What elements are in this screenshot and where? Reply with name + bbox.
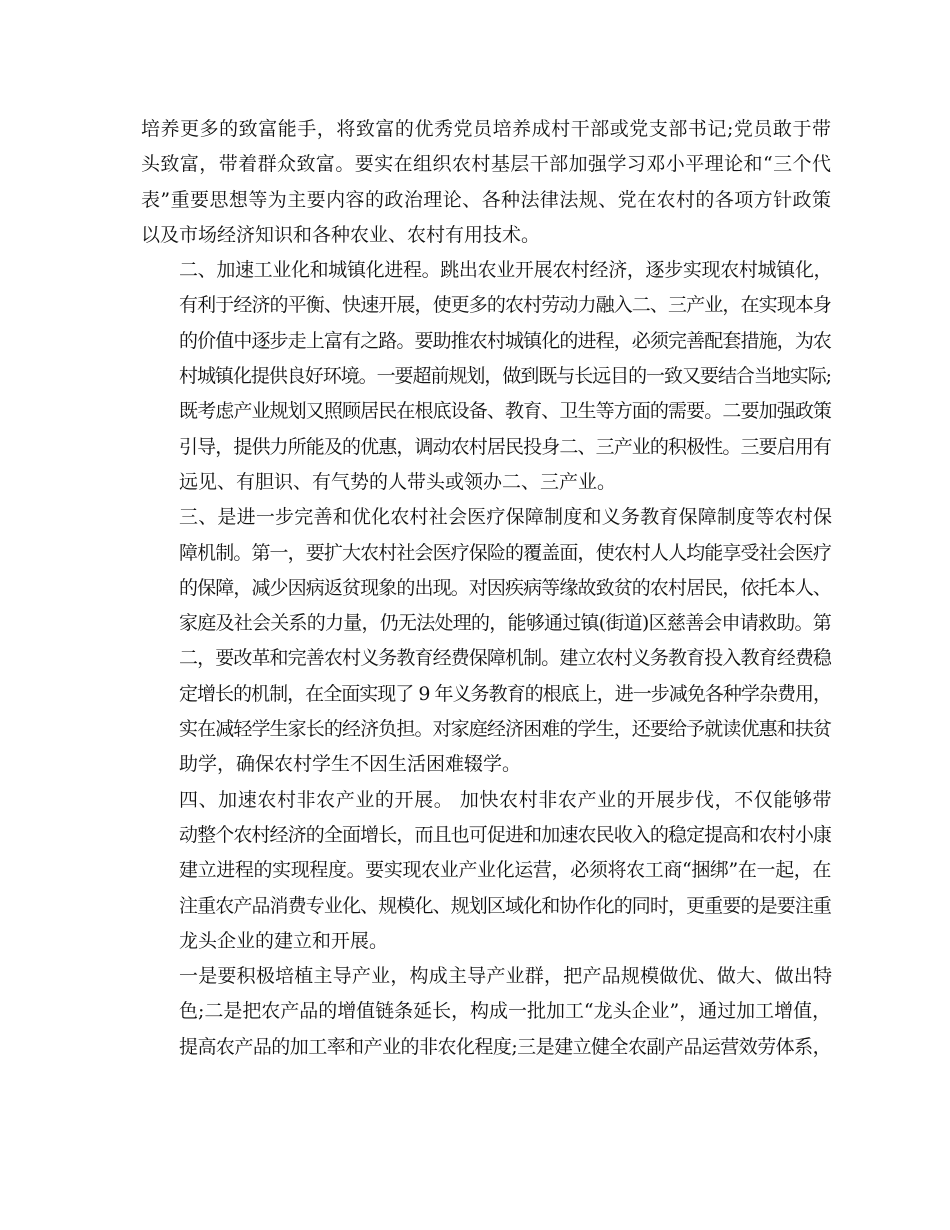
text-line: 一是要积极培植主导产业，构成主导产业群，把产品规模做优、做大、做出特 <box>179 965 831 988</box>
text-line: 龙头企业的建立和开展。 <box>179 929 389 952</box>
text-line: 既考虑产业规划又照顾居民在根底设备、教育、卫生等方面的需要。二要加强政策 <box>179 400 831 423</box>
text-line: 建立进程的实现程度。要实现农业产业化运营，必须将农工商“捆绑”在一起，在 <box>179 859 831 882</box>
text-line: 助学，确保农村学生不因生活困难辍学。 <box>179 753 522 776</box>
text-line: 注重农产品消费专业化、规模化、规划区域化和协作化的同时，更重要的是要注重 <box>179 894 831 917</box>
text-line: 实在减轻学生家长的经济负担。对家庭经济困难的学生，还要给予就读优惠和扶贫 <box>179 718 831 741</box>
text-line: 的保障，减少因病返贫现象的出现。对因疾病等缘故致贫的农村居民，依托本人、 <box>179 576 831 599</box>
paragraph <box>141 253 831 500</box>
text-line: 村城镇化提供良好环境。一要超前规划，做到既与长远目的一致又要结合当地实际; <box>179 365 831 388</box>
text-line: 表”重要思想等为主要内容的政治理论、各种法律法规、党在农村的各项方针政策 <box>141 188 831 211</box>
text-line: 培养更多的致富能手，将致富的优秀党员培养成村干部或党支部书记;党员敢于带 <box>141 118 831 140</box>
text-line: 二、加速工业化和城镇化进程。跳出农业开展农村经济，逐步实现农村城镇化， <box>179 259 831 282</box>
text-line: 三、是进一步完善和优化农村社会医疗保障制度和义务教育保障制度等农村保 <box>179 506 831 529</box>
text-line: 定增长的机制，在全面实现了 9 年义务教育的根底上，进一步减免各种学杂费用， <box>179 682 831 705</box>
paragraph <box>141 959 831 1065</box>
paragraph <box>141 112 831 253</box>
text-line: 引导，提供力所能及的优惠，调动农村居民投身二、三产业的积极性。三要启用有 <box>179 435 831 458</box>
text-line: 的价值中逐步走上富有之路。要助推农村城镇化的进程，必须完善配套措施，为农 <box>179 329 831 352</box>
text-line: 远见、有胆识、有气势的人带头或领办二、三产业。 <box>179 470 617 493</box>
text-line: 障机制。第一，要扩大农村社会医疗保险的覆盖面，使农村人人均能享受社会医疗 <box>179 541 831 564</box>
text-line: 色;二是把农产品的增值链条延长，构成一批加工“龙头企业”，通过加工增值， <box>179 1000 831 1023</box>
text-line: 动整个农村经济的全面增长，而且也可促进和加速农民收入的稳定提高和农村小康 <box>179 823 831 846</box>
text-line: 有利于经济的平衡、快速开展，使更多的农村劳动力融入二、三产业，在实现本身 <box>179 294 831 317</box>
paragraph <box>141 783 831 959</box>
text-line: 四、加速农村非农产业的开展。 加快农村非农产业的开展步伐，不仅能够带 <box>179 788 831 811</box>
paragraph <box>141 500 831 782</box>
document-body <box>141 112 831 1065</box>
text-line: 提高农产品的加工率和产业的非农化程度;三是建立健全农副产品运营效劳体系， <box>179 1035 831 1058</box>
text-line: 头致富，带着群众致富。要实在组织农村基层干部加强学习邓小平理论和“三个代 <box>141 153 831 176</box>
text-line: 以及市场经济知识和各种农业、农村有用技术。 <box>141 223 541 246</box>
text-line: 家庭及社会关系的力量，仍无法处理的，能够通过镇(街道)区慈善会申请救助。第 <box>179 612 831 635</box>
text-line: 二，要改革和完善农村义务教育经费保障机制。建立农村义务教育投入教育经费稳 <box>179 647 831 670</box>
